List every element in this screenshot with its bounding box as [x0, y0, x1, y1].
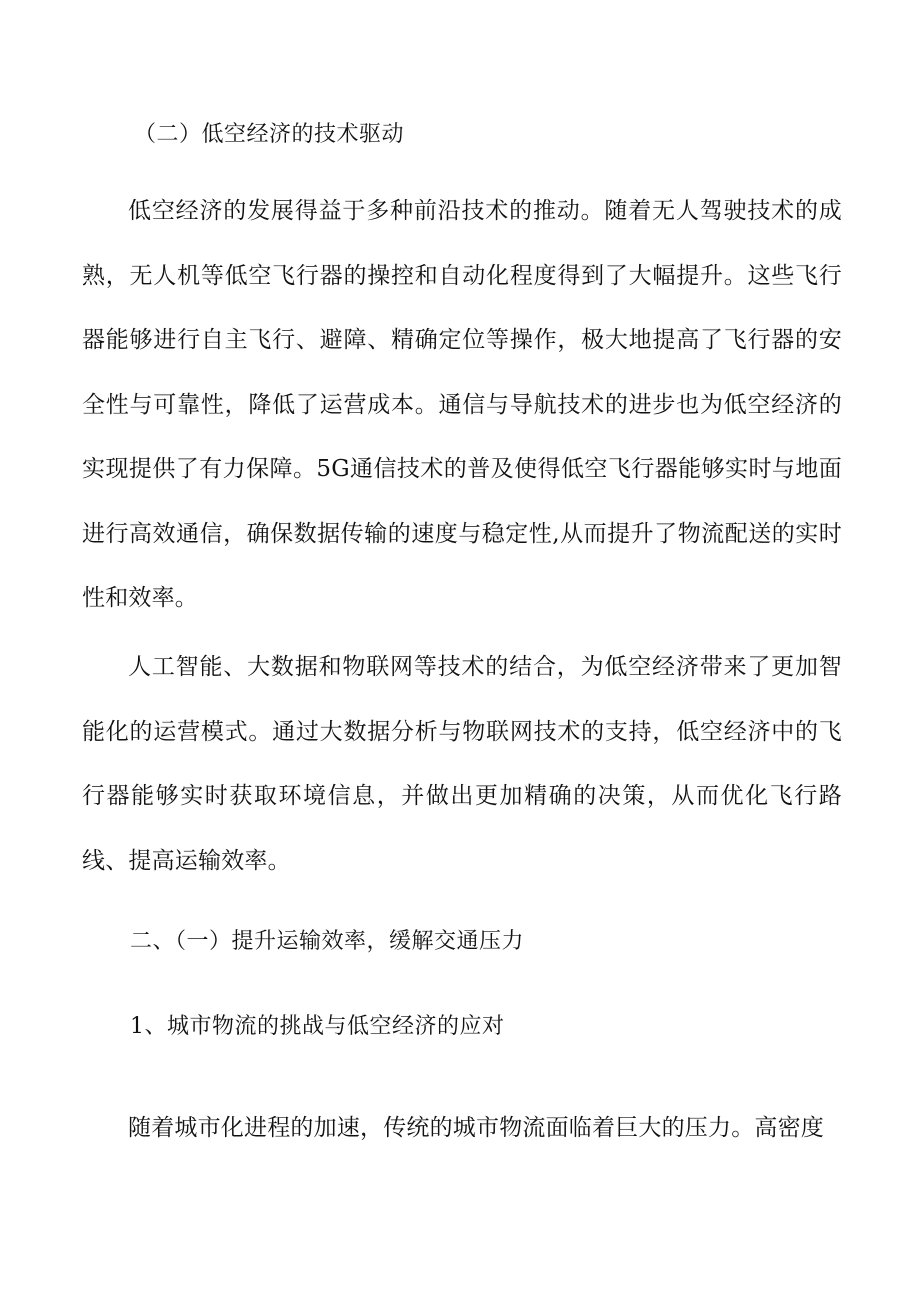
paragraph: 低空经济的发展得益于多种前沿技术的推动。随着无人驾驶技术的成熟，无人机等低空飞行器的操控和自动化程度得到了大幅提升。这些飞行器能够进行自主飞行、避障、精确定位等操作，极大地提高了飞行器的安全性与可靠性，降低了运营成本。通信与导航技术的进步也为低空经济的实现提供了有力保障。5G通信技术的普及使得低空飞行器能够实时与地面进行高效通信，确保数据传输的速度与稳定性,从而提升了物流配送的实时性和效率。 — [82, 198, 842, 611]
paragraph: 随着城市化进程的加速，传统的城市物流面临着巨大的压力。高密度 — [128, 1115, 824, 1141]
paragraph: 人工智能、大数据和物联网等技术的结合，为低空经济带来了更加智能化的运营模式。通过大数据分析与物联网技术的支持，低空经济中的飞行器能够实时获取环境信息，并做出更加精确的决策，从而优化飞行路线、提高运输效率。 — [82, 654, 842, 874]
chapter-heading: 二、（一）提升运输效率，缓解交通压力 — [130, 929, 525, 954]
section-heading: （二）低空经济的技术驱动 — [134, 122, 405, 147]
subsection-heading: 1、城市物流的挑战与低空经济的应对 — [130, 1014, 505, 1039]
